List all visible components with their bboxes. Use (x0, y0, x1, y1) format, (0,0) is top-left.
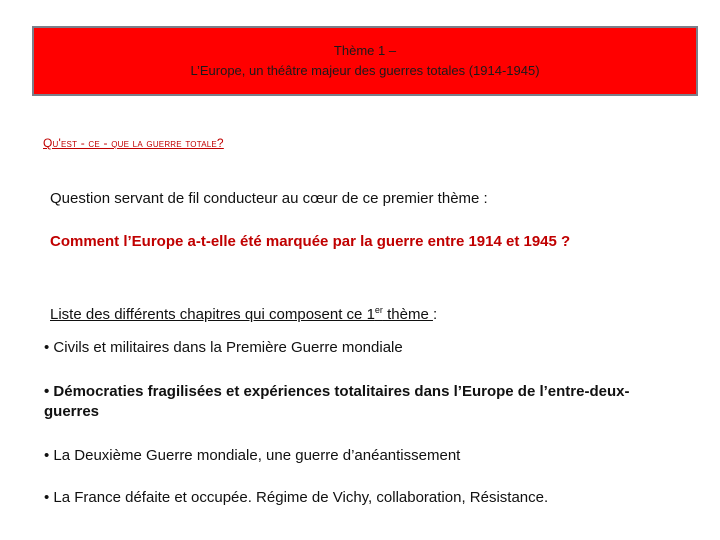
chapter-item: • Civils et militaires dans la Première Guerre mondiale (44, 339, 403, 356)
intro-text: Question servant de fil conducteur au cœur de ce premier thème : (50, 190, 488, 207)
chapter-item: • La France défaite et occupée. Régime de Vichy, collaboration, Résistance. (44, 489, 549, 506)
chapters-label: Liste des différents chapitres qui composent ce 1er thème : (50, 305, 438, 323)
chapters-label-underlined: Liste des différents chapitres qui composent ce 1er thème (50, 305, 433, 323)
chapter-item: • La Deuxième Guerre mondiale, une guerre d’anéantissement (44, 447, 461, 464)
section-heading: Qu'est - ce - que la guerre totale? (43, 136, 224, 150)
chapter-item: • Démocraties fragilisées et expériences totalitaires dans l’Europe de l’entre-deux-guerres (44, 383, 630, 420)
title-box (32, 26, 698, 96)
theme-number: Thème 1 – (333, 43, 397, 58)
theme-title: L’Europe, un théâtre majeur des guerres totales (1914-1945) (190, 63, 540, 78)
guiding-question: Comment l’Europe a-t-elle été marquée par la guerre entre 1914 et 1945 ? (50, 233, 571, 250)
